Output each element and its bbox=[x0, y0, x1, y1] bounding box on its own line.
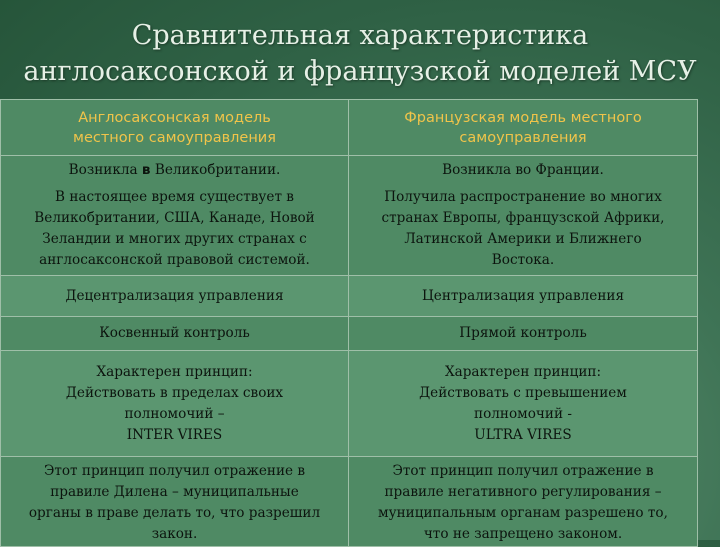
cell-control-right: Прямой контроль bbox=[349, 317, 698, 351]
page-title-line-1: Сравнительная характеристика bbox=[131, 20, 589, 51]
cell-origin-left bbox=[1, 156, 349, 276]
table-row-reflection bbox=[1, 457, 698, 547]
cell-principle-right bbox=[349, 351, 698, 457]
cell-reflection-right bbox=[349, 457, 698, 547]
table-header-row bbox=[1, 100, 698, 156]
principle-right-line: Действовать с превышением bbox=[419, 384, 627, 401]
page-title-line-2: англосаксонской и французской моделей МСУ bbox=[23, 56, 697, 87]
origin-left-first: Возникла в Великобритании. bbox=[68, 162, 281, 178]
reflection-left-line: правиле Дилена – муниципальные bbox=[50, 484, 299, 500]
header-french bbox=[349, 100, 698, 156]
reflection-right-line: муниципальным органам разрешено то, bbox=[378, 505, 668, 521]
cell-origin-right bbox=[349, 156, 698, 276]
principle-left-line: полномочий – bbox=[124, 405, 225, 422]
cell-principle-left bbox=[1, 351, 349, 457]
origin-left-line: англосаксонской правовой системой. bbox=[39, 252, 310, 268]
origin-left-line: Зеландии и многих других странах с bbox=[42, 231, 307, 247]
page-title bbox=[0, 18, 720, 90]
header-anglo-saxon bbox=[1, 100, 349, 156]
origin-right-line: Получила распространение во многих bbox=[384, 189, 662, 205]
reflection-right-line: правиле негативного регулирования – bbox=[384, 484, 662, 500]
cell-control-left: Косвенный контроль bbox=[1, 317, 349, 351]
cell-management-left: Децентрализация управления bbox=[1, 276, 349, 317]
principle-left-line: Характерен принцип: bbox=[96, 363, 253, 380]
reflection-left-line: закон. bbox=[151, 526, 198, 542]
reflection-left-line: Этот принцип получил отражение в bbox=[43, 463, 306, 479]
table-row-management bbox=[1, 276, 698, 317]
comparison-table bbox=[0, 99, 698, 547]
table-row-origin bbox=[1, 156, 698, 276]
origin-left-line: В настоящее время существует в bbox=[55, 189, 294, 205]
principle-right-line: Характерен принцип: bbox=[444, 363, 602, 380]
reflection-right-line: что не запрещено законом. bbox=[423, 526, 623, 542]
table-row-control bbox=[1, 317, 698, 351]
origin-left-line: Великобритании, США, Канаде, Новой bbox=[34, 210, 315, 226]
principle-left-line: Действовать в пределах своих bbox=[65, 384, 284, 401]
reflection-right-line: Этот принцип получил отражение в bbox=[392, 463, 654, 479]
reflection-left-line: органы в праве делать то, что разрешил bbox=[28, 505, 321, 521]
principle-right-line: полномочий - bbox=[474, 405, 572, 422]
origin-right-line: Востока. bbox=[491, 252, 555, 268]
header-left-line: местного самоуправления bbox=[73, 129, 276, 146]
principle-left-line: INTER VIRES bbox=[126, 426, 223, 443]
header-left-line: Англосаксонская модель bbox=[78, 109, 271, 126]
header-right-line: самоуправления bbox=[459, 129, 587, 146]
principle-right-line: ULTRA VIRES bbox=[474, 426, 572, 443]
origin-right-line: Латинской Америки и Ближнего bbox=[404, 231, 642, 247]
header-right-line: Французская модель местного bbox=[404, 109, 642, 126]
origin-right-first: Возникла во Франции. bbox=[442, 162, 604, 178]
cell-management-right: Централизация управления bbox=[349, 276, 698, 317]
origin-right-line: странах Европы, французской Африки, bbox=[381, 210, 665, 226]
cell-reflection-left bbox=[1, 457, 349, 547]
table-row-principle bbox=[1, 351, 698, 457]
